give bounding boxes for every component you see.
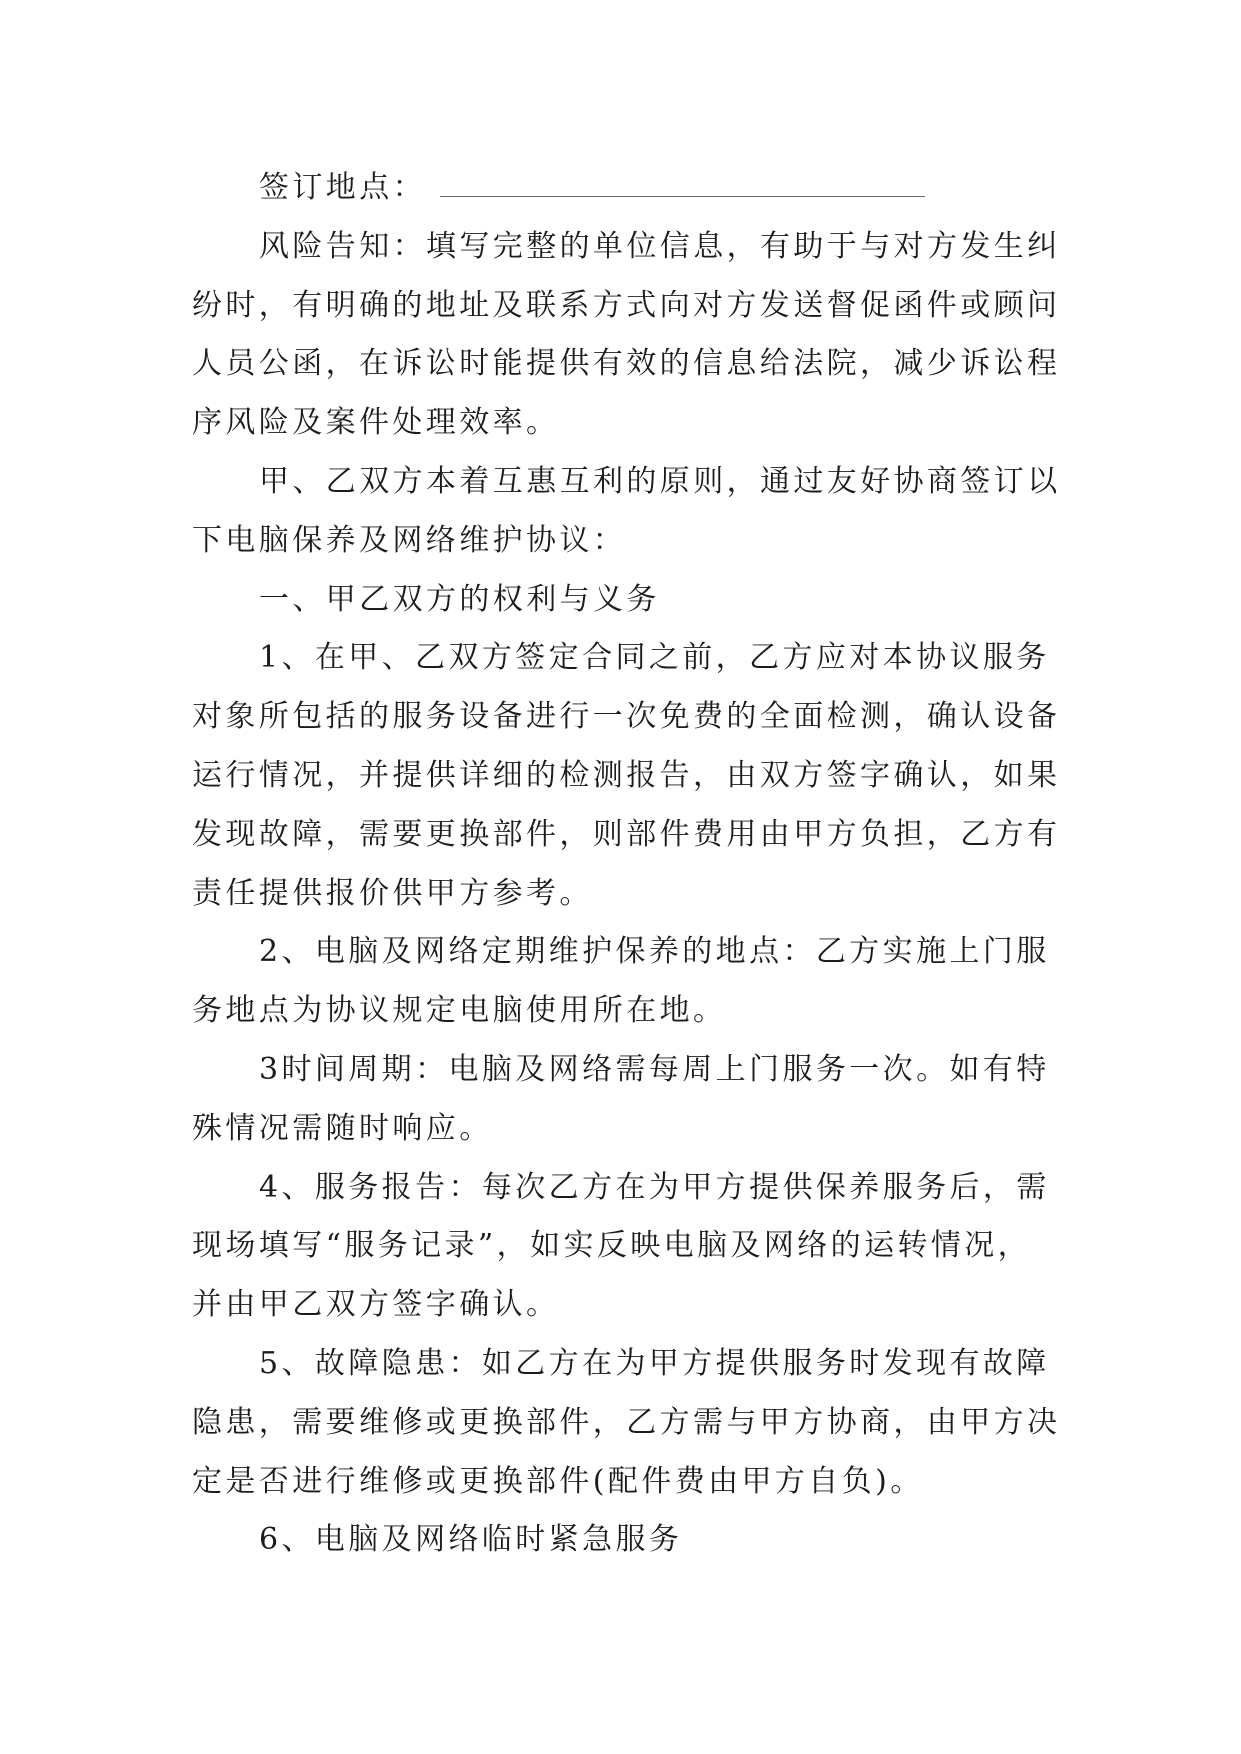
risk-notice-line: 纷时，有明确的地址及联系方式向对方发送督促函件或顾问 [192, 287, 1061, 323]
risk-notice-line: 序风险及案件处理效率。 [192, 405, 560, 441]
clause-1-line: 1、在甲、乙双方签定合同之前，乙方应对本协议服务 [259, 640, 1050, 676]
clause-2-line: 2、电脑及网络定期维护保养的地点：乙方实施上门服 [259, 934, 1050, 970]
clause-6-line: 6、电脑及网络临时紧急服务 [259, 1522, 683, 1558]
clause-1-line: 对象所包括的服务设备进行一次免费的全面检测，确认设备 [192, 699, 1061, 735]
risk-notice-line: 风险告知：填写完整的单位信息，有助于与对方发生纠 [259, 228, 1061, 264]
clause-3-line: 3时间周期：电脑及网络需每周上门服务一次。如有特 [259, 1051, 1050, 1087]
clause-1-line: 运行情况，并提供详细的检测报告，由双方签字确认，如果 [192, 757, 1061, 793]
clause-5-line: 定是否进行维修或更换部件(配件费由甲方自负)。 [192, 1463, 924, 1499]
clause-5-line: 隐患，需要维修或更换部件，乙方需与甲方协商，由甲方决 [192, 1404, 1061, 1440]
clause-4-line: 现场填写“服务记录”，如实反映电脑及网络的运转情况， [192, 1228, 1032, 1264]
document-body [192, 159, 1072, 1570]
signing-place-label: 签订地点： [259, 170, 426, 205]
section-heading: 一、甲乙双方的权利与义务 [259, 581, 660, 617]
clause-4-line: 4、服务报告：每次乙方在为甲方提供保养服务后，需 [259, 1169, 1050, 1205]
clause-5-line: 5、故障隐患：如乙方在为甲方提供服务时发现有故障 [259, 1345, 1050, 1381]
clause-3-line: 殊情况需随时响应。 [192, 1110, 493, 1146]
preamble-line: 甲、乙双方本着互惠互利的原则，通过友好协商签订以 [259, 463, 1061, 499]
signing-place-line [192, 159, 1072, 218]
clause-1-line: 发现故障，需要更换部件，则部件费用由甲方负担，乙方有 [192, 816, 1061, 852]
risk-notice-line: 人员公函，在诉讼时能提供有效的信息给法院，减少诉讼程 [192, 346, 1061, 382]
preamble-line: 下电脑保养及网络维护协议： [192, 522, 627, 558]
clause-4-line: 并由甲乙双方签字确认。 [192, 1287, 560, 1323]
clause-1-line: 责任提供报价供甲方参考。 [192, 875, 593, 911]
signing-place-blank-underline [440, 196, 925, 197]
clause-2-line: 务地点为协议规定电脑使用所在地。 [192, 993, 727, 1029]
